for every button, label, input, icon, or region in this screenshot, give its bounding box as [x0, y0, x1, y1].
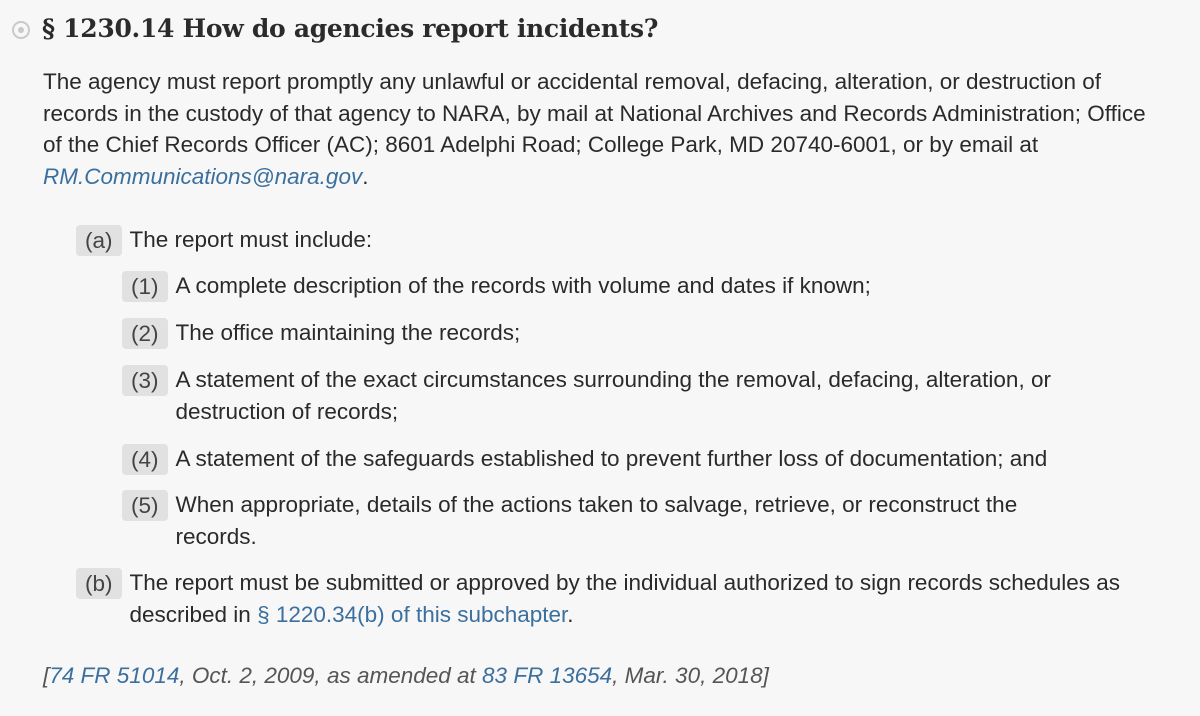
cross-reference-link[interactable]: § 1220.34(b) of this subchapter — [257, 601, 568, 627]
paragraph-marker: (3) — [122, 365, 168, 396]
anchor-dot — [18, 27, 24, 33]
paragraph-a — [76, 224, 1156, 256]
federal-register-link-2[interactable]: 83 FR 13654 — [482, 663, 613, 688]
paragraph-text — [130, 567, 1157, 630]
federal-register-link-1[interactable]: 74 FR 51014 — [49, 663, 180, 688]
intro-period: . — [362, 163, 369, 189]
paragraph-a-4 — [122, 443, 1132, 475]
paragraph-marker: (a) — [76, 225, 122, 256]
paragraph-marker: (2) — [122, 318, 168, 349]
section-title: § 1230.14 How do agencies report incidents? — [42, 14, 659, 43]
paragraph-marker: (b) — [76, 568, 122, 599]
paragraph-text: When appropriate, details of the actions taken to salvage, retrieve, or reconstruct the records. — [175, 492, 1018, 549]
paragraph-b — [76, 567, 1156, 630]
paragraph-marker: (5) — [122, 490, 168, 521]
citation-mid: , Oct. 2, 2009, as amended at — [179, 663, 483, 688]
email-link[interactable]: RM.Communications@nara.gov — [43, 163, 363, 189]
paragraph-text: The report must include: — [129, 227, 373, 252]
paragraph-a-2 — [122, 317, 1122, 349]
source-citation — [43, 660, 769, 691]
paragraph-marker: (1) — [122, 271, 168, 302]
paragraph-text: A complete description of the records with volume and dates if known; — [175, 273, 871, 298]
intro-text: The agency must report promptly any unlawful or accidental removal, defacing, alteration, or destruction of records in the custody of that agency to NARA, by mail at National Archives and Records Administration; Office of the Chief Records Officer (AC); 8601 Adelphi Road; College Park, MD 20740-6001, or by email at — [43, 69, 1146, 157]
section-heading — [12, 14, 658, 43]
citation-close: , Mar. 30, 2018] — [612, 663, 769, 688]
paragraph-text: The office maintaining the records; — [175, 320, 521, 345]
paragraph-text: A statement of the exact circumstances surrounding the removal, defacing, alteration, or destruction of records; — [175, 367, 1051, 424]
citation-open: [ — [43, 663, 50, 688]
paragraph-b-text: The report must be submitted or approved by the individual authorized to sign records schedules as described in — [129, 570, 1121, 627]
paragraph-marker: (4) — [122, 444, 168, 475]
paragraph-text: A statement of the safeguards established to prevent further loss of documentation; and — [175, 446, 1048, 471]
intro-paragraph — [43, 66, 1153, 192]
paragraph-a-5 — [122, 489, 1062, 552]
paragraph-a-3 — [122, 364, 1097, 427]
paragraph-a-1 — [122, 270, 1122, 302]
section-anchor-icon[interactable] — [12, 21, 30, 39]
paragraph-b-period: . — [567, 601, 574, 627]
